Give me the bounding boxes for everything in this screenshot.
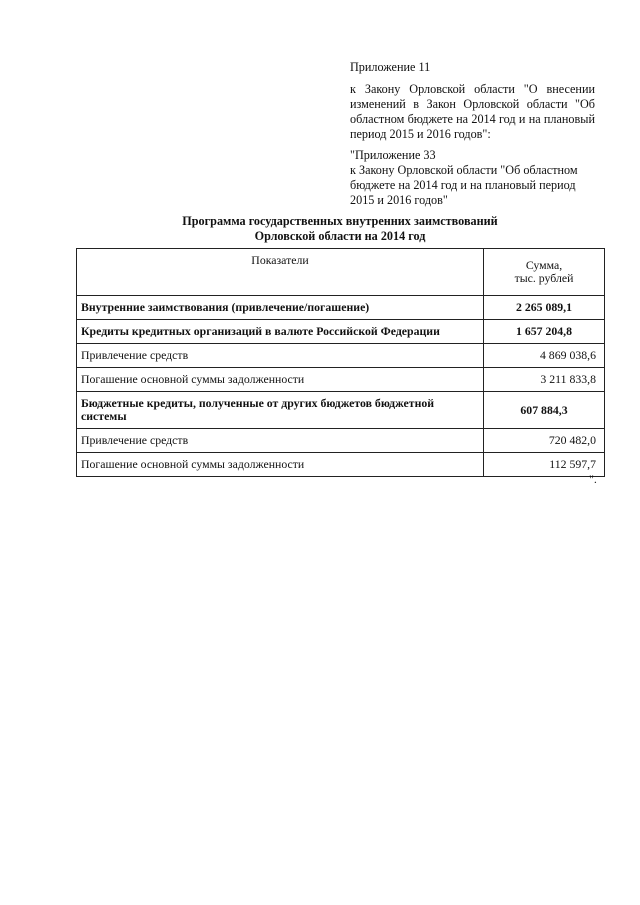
row-label: Погашение основной суммы задолженности	[77, 453, 484, 477]
row-label: Привлечение средств	[77, 344, 484, 368]
table-header-row	[77, 249, 605, 296]
header-sum	[484, 249, 605, 296]
row-label: Привлечение средств	[77, 429, 484, 453]
row-value: 2 265 089,1	[484, 296, 605, 320]
table-row	[77, 320, 605, 344]
document-title	[60, 214, 620, 244]
row-value: 112 597,7	[484, 453, 605, 477]
annex-reference-text: к Закону Орловской области "О внесении изменений в Закон Орловской области "Об областном бюджете на 2014 год и на плановый период 2015 и 2016 годов":	[350, 82, 595, 141]
row-value: 720 482,0	[484, 429, 605, 453]
row-value: 4 869 038,6	[484, 344, 605, 368]
document-title-line-1: Программа государственных внутренних заимствований	[182, 214, 498, 228]
table-row	[77, 296, 605, 320]
table-row	[77, 453, 605, 477]
row-value: 607 884,3	[484, 392, 605, 429]
annex-header	[350, 60, 595, 208]
closing-quote-mark: ".	[589, 472, 597, 486]
table-row	[77, 344, 605, 368]
annex-sub-text: к Закону Орловской области "Об областном бюджете на 2014 год и на плановый период 2015 и 2016 годов"	[350, 163, 578, 207]
row-label: Погашение основной суммы задолженности	[77, 368, 484, 392]
header-sum-line-2: тыс. рублей	[514, 271, 574, 285]
table-row	[77, 429, 605, 453]
annex-sub-title: "Приложение 33	[350, 148, 436, 162]
table-row	[77, 392, 605, 429]
annex-title: Приложение 11	[350, 60, 431, 74]
row-label: Внутренние заимствования (привлечение/погашение)	[77, 296, 484, 320]
row-label: Кредиты кредитных организаций в валюте Российской Федерации	[77, 320, 484, 344]
header-indicators: Показатели	[77, 249, 484, 296]
row-value: 3 211 833,8	[484, 368, 605, 392]
table-row	[77, 368, 605, 392]
row-value: 1 657 204,8	[484, 320, 605, 344]
header-sum-line-1: Сумма,	[525, 258, 563, 272]
row-label: Бюджетные кредиты, полученные от других бюджетов бюджетной системы	[77, 392, 484, 429]
document-title-line-2: Орловской области на 2014 год	[254, 229, 426, 243]
borrowing-program-table	[76, 248, 605, 477]
